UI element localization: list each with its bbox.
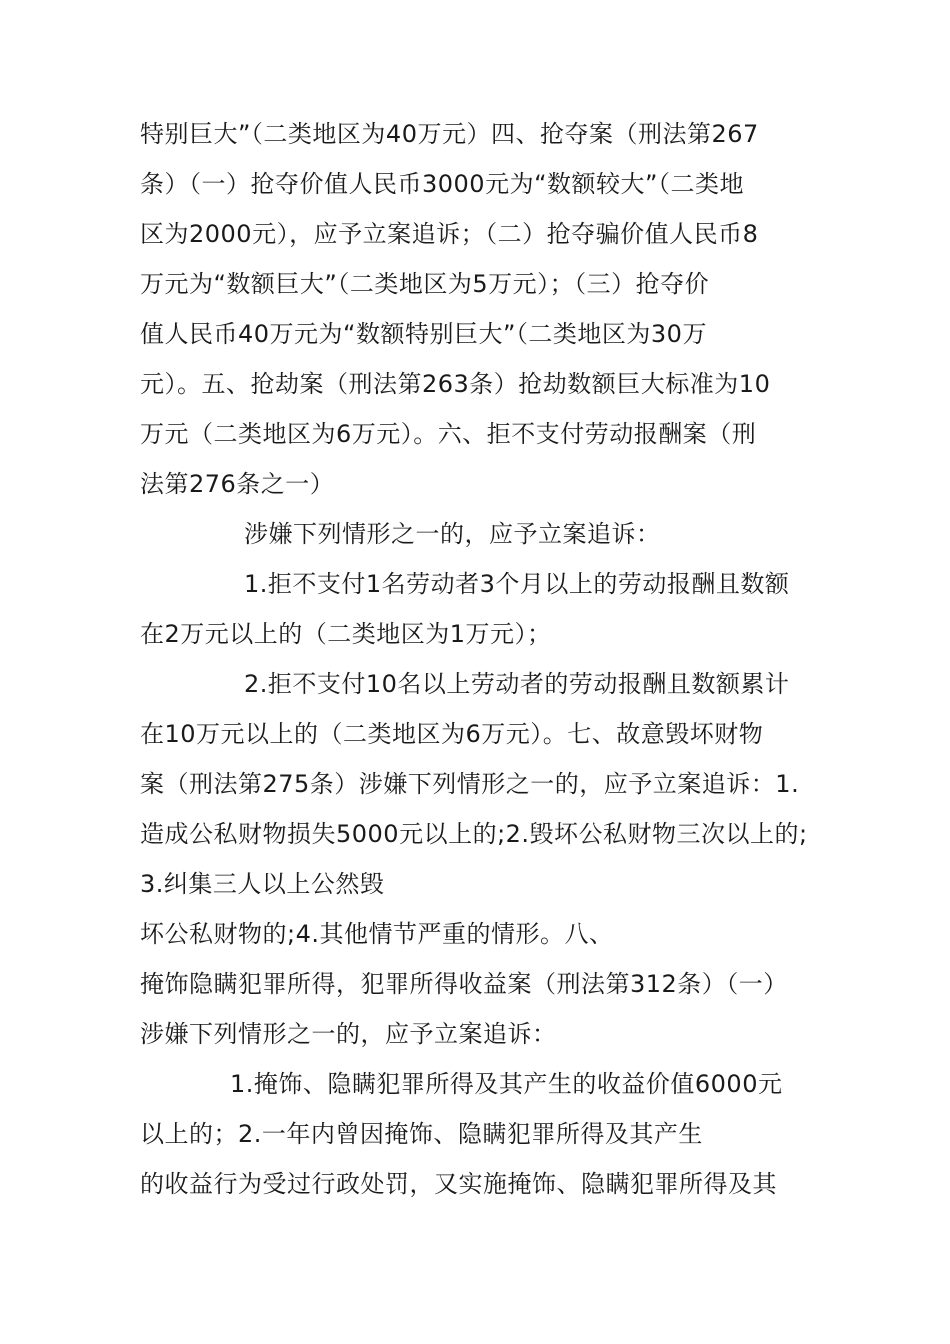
text-line: 造成公私财物损失5000元以上的;2.毁坏公私财物三次以上的; xyxy=(140,820,808,848)
text-line: 1.拒不支付1名劳动者3个月以上的劳动报酬且数额 xyxy=(244,570,790,598)
text-line: 在2万元以上的（二类地区为1万元）； xyxy=(140,620,552,648)
text-line: 掩饰隐瞒犯罪所得，犯罪所得收益案（刑法第312条）（一） xyxy=(140,970,788,998)
text-line: 万元（二类地区为6万元）。六、拒不支付劳动报酬案（刑 xyxy=(140,420,757,448)
text-line: 案（刑法第275条）涉嫌下列情形之一的，应予立案追诉：1. xyxy=(140,770,800,798)
text-line: 1.掩饰、隐瞒犯罪所得及其产生的收益价值6000元 xyxy=(230,1070,783,1098)
text-line: 涉嫌下列情形之一的，应予立案追诉： xyxy=(244,520,661,548)
text-line: 区为2000元），应予立案追诉；（二）抢夺骗价值人民币8 xyxy=(140,220,759,248)
text-line: 以上的；2.一年内曾因掩饰、隐瞒犯罪所得及其产生 xyxy=(140,1120,703,1148)
text-line: 在10万元以上的（二类地区为6万元）。七、故意毁坏财物 xyxy=(140,720,764,748)
text-line: 特别巨大”（二类地区为40万元）四、抢夺案（刑法第267 xyxy=(140,120,759,148)
text-line: 值人民币40万元为“数额特别巨大”（二类地区为30万 xyxy=(140,320,707,348)
text-line: 万元为“数额巨大”（二类地区为5万元）；（三）抢夺价 xyxy=(140,270,710,298)
text-line: 3.纠集三人以上公然毁 xyxy=(140,870,385,898)
text-line: 坏公私财物的;4.其他情节严重的情形。八、 xyxy=(140,920,614,948)
text-line: 元）。五、抢劫案（刑法第263条）抢劫数额巨大标准为10 xyxy=(140,370,771,398)
text-line: 条）（一）抢夺价值人民币3000元为“数额较大”（二类地 xyxy=(140,170,744,198)
text-line: 涉嫌下列情形之一的，应予立案追诉： xyxy=(140,1020,557,1048)
text-line: 2.拒不支付10名以上劳动者的劳动报酬且数额累计 xyxy=(244,670,790,698)
text-line: 的收益行为受过行政处罚，又实施掩饰、隐瞒犯罪所得及其 xyxy=(140,1170,777,1198)
text-line: 法第276条之一） xyxy=(140,470,335,498)
